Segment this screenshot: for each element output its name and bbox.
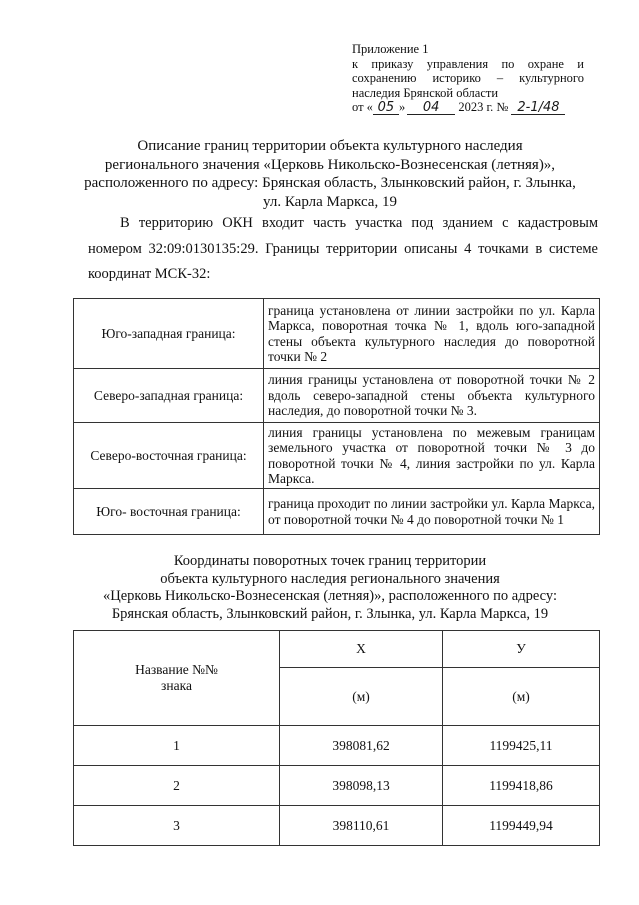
- appendix-title: Приложение 1: [352, 42, 429, 56]
- table-row: [74, 299, 600, 369]
- unit-x: (м): [280, 668, 443, 726]
- order-number: 2-1/48: [511, 102, 565, 115]
- boundary-name: Юго- восточная граница:: [74, 489, 264, 535]
- coords-title-line: Брянская область, Злынковский район, г. Злынка, ул. Карла Маркса, 19: [111, 605, 549, 622]
- appendix-line: сохранению историко – культурного: [352, 71, 584, 85]
- table-header-row: [74, 631, 600, 668]
- unit-y: (м): [443, 668, 600, 726]
- date-day: 05: [373, 102, 399, 115]
- title-line: Описание границ территории объекта культурного наследия: [137, 138, 523, 154]
- point-y: 1199425,11: [443, 726, 600, 766]
- table-row: [74, 806, 600, 846]
- point-number: 3: [74, 806, 280, 846]
- boundary-name: Северо-восточная граница:: [74, 423, 264, 489]
- header-y: У: [443, 631, 600, 668]
- document-title: [60, 137, 600, 211]
- boundary-description: граница установлена от линии застройки по ул. Карла Маркса, поворотная точка № 1, вдоль юго-западной стены объекта культурного наследия до поворотной точки № 2: [264, 299, 600, 369]
- table-row: [74, 369, 600, 423]
- coordinates-table: [73, 630, 600, 846]
- boundary-description: линия границы установлена от поворотной точки № 2 вдоль северо-западной стены объекта культурного наследия, до поворотной точки № 3.: [264, 369, 600, 423]
- title-line: расположенного по адресу: Брянская область, Злынковский район, г. Злынка,: [84, 175, 576, 191]
- coords-title-line: Координаты поворотных точек границ территории: [173, 553, 487, 569]
- paragraph-line: номером 32:09:0130135:29. Границы территории описаны 4 точками в системе: [88, 240, 598, 257]
- appendix-header: [352, 42, 584, 115]
- appendix-line: наследия Брянской области: [352, 85, 499, 100]
- paragraph-line: В территорию ОКН входит часть участка под зданием с кадастровым: [120, 215, 598, 231]
- boundary-description: граница проходит по линии застройки ул. Карла Маркса, от поворотной точки № 4 до поворотной точки № 1: [264, 489, 600, 535]
- boundary-name: Северо-западная граница:: [74, 369, 264, 423]
- header-name-line: Название №№: [135, 662, 218, 677]
- date-month: 04: [407, 102, 455, 115]
- boundary-description: линия границы установлена по межевым границам земельного участка от поворотной точки № 3 до поворотной точки № 4, линия застройки по ул. Карла Маркса.: [264, 423, 600, 489]
- date-separator: »: [398, 100, 406, 114]
- coords-title-line: «Церковь Никольско-Вознесенская (летняя)», расположенного по адресу:: [103, 588, 557, 604]
- point-x: 398098,13: [280, 766, 443, 806]
- coordinates-title: [60, 553, 600, 623]
- appendix-date-line: [352, 100, 584, 115]
- paragraph-line: координат МСК-32:: [88, 266, 211, 282]
- point-number: 1: [74, 726, 280, 766]
- point-y: 1199449,94: [443, 806, 600, 846]
- intro-paragraph: [88, 211, 598, 288]
- title-line: ул. Карла Маркса, 19: [263, 193, 397, 210]
- boundaries-table: [73, 298, 600, 535]
- date-year: 2023 г. №: [458, 100, 509, 114]
- table-row: [74, 766, 600, 806]
- point-x: 398081,62: [280, 726, 443, 766]
- appendix-line: к приказу управления по охране и: [352, 56, 584, 71]
- point-number: 2: [74, 766, 280, 806]
- date-prefix: от «: [352, 100, 373, 114]
- header-point-name: [74, 631, 280, 726]
- boundary-name: Юго-западная граница:: [74, 299, 264, 369]
- header-name-line: знака: [161, 678, 192, 693]
- header-x: X: [280, 631, 443, 668]
- point-x: 398110,61: [280, 806, 443, 846]
- title-line: регионального значения «Церковь Никольско-Вознесенская (летняя)»,: [104, 156, 556, 173]
- table-row: [74, 423, 600, 489]
- coords-title-line: объекта культурного наследия регионального значения: [160, 570, 500, 587]
- point-y: 1199418,86: [443, 766, 600, 806]
- table-row: [74, 489, 600, 535]
- table-row: [74, 726, 600, 766]
